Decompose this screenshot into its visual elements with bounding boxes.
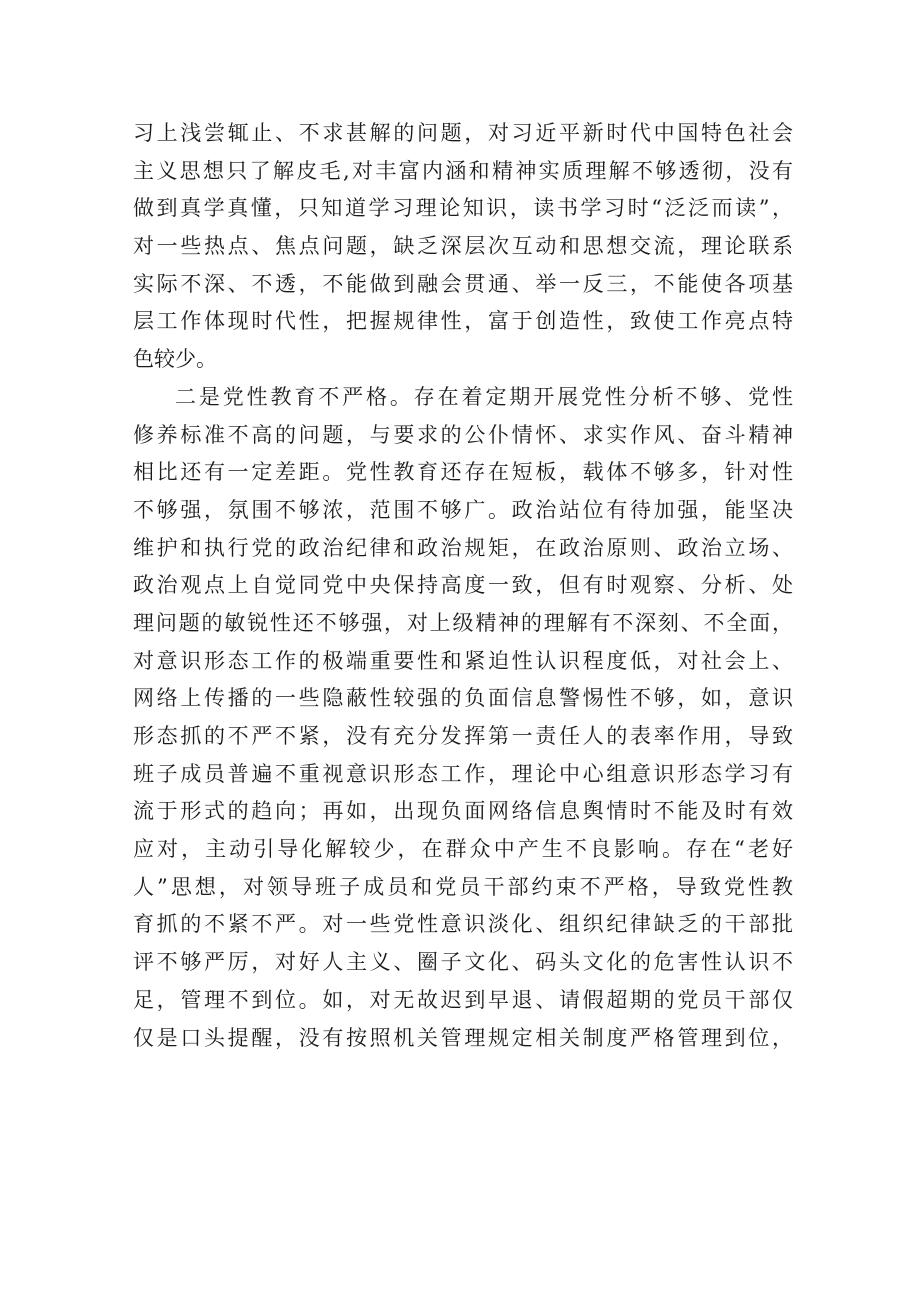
- paragraph-1-line-1: 习上浅尝辄止、不求甚解的问题，对习近平新时代中国特色社会: [133, 121, 793, 145]
- paragraph-2-line-17: 足，管理不到位。如，对无故迟到早退、请假超期的党员干部仅: [133, 987, 793, 1012]
- paragraph-2-line-11: 班子成员普遍不重视意识形态工作，理论中心组意识形态学习有: [133, 761, 793, 786]
- paragraph-1-line-7: 色较少。: [133, 347, 217, 372]
- paragraph-1-line-4: 对一些热点、焦点问题，缺乏深层次互动和思想交流，理论联系: [133, 234, 793, 259]
- paragraph-2-line-7: 理问题的敏锐性还不够强，对上级精神的理解有不深刻、不全面，: [133, 610, 793, 635]
- paragraph-2-line-12: 流于形式的趋向；再如，出现负面网络信息舆情时不能及时有效: [133, 799, 793, 824]
- paragraph-2-line-16: 评不够严厉，对好人主义、圈子文化、码头文化的危害性认识不: [133, 950, 793, 975]
- paragraph-2-line-10: 形态抓的不严不紧，没有充分发挥第一责任人的表率作用，导致: [133, 724, 793, 748]
- paragraph-2-line-3: 相比还有一定差距。党性教育还存在短板，载体不够多，针对性: [133, 460, 793, 485]
- paragraph-1-line-3: 做到真学真懂，只知道学习理论知识，读书学习时“泛泛而读”，: [133, 196, 793, 221]
- paragraph-2-line-9: 网络上传播的一些隐蔽性较强的负面信息警惕性不够，如，意识: [133, 686, 793, 711]
- paragraph-1-line-6: 层工作体现时代性，把握规律性，富于创造性，致使工作亮点特: [133, 309, 793, 334]
- paragraph-2-line-1: 二是党性教育不严格。存在着定期开展党性分析不够、党性: [175, 384, 793, 409]
- paragraph-2-line-4: 不够强，氛围不够浓，范围不够广。政治站位有待加强，能坚决: [133, 497, 793, 522]
- paragraph-2-line-14: 人”思想，对领导班子成员和党员干部约束不严格，导致党性教: [133, 874, 793, 899]
- paragraph-2-line-18: 仅是口头提醒，没有按照机关管理规定相关制度严格管理到位，: [133, 1025, 793, 1050]
- body-text: [133, 115, 793, 1057]
- paragraph-1-line-5: 实际不深、不透，不能做到融会贯通、举一反三，不能使各项基: [133, 271, 793, 296]
- paragraph-2-line-5: 维护和执行党的政治纪律和政治规矩，在政治原则、政治立场、: [133, 535, 793, 560]
- paragraph-2-line-6: 政治观点上自觉同党中央保持高度一致，但有时观察、分析、处: [133, 573, 793, 598]
- paragraph-2-line-13: 应对，主动引导化解较少，在群众中产生不良影响。存在“老好: [133, 837, 793, 862]
- paragraph-2-line-8: 对意识形态工作的极端重要性和紧迫性认识程度低，对社会上、: [133, 648, 793, 673]
- paragraph-2-line-15: 育抓的不紧不严。对一些党性意识淡化、组织纪律缺乏的干部批: [133, 912, 793, 937]
- paragraph-2-line-2: 修养标准不高的问题，与要求的公仆情怀、求实作风、奋斗精神: [133, 422, 793, 447]
- paragraph-1-line-2: 主义思想只了解皮毛,对丰富内涵和精神实质理解不够透彻，没有: [133, 158, 793, 183]
